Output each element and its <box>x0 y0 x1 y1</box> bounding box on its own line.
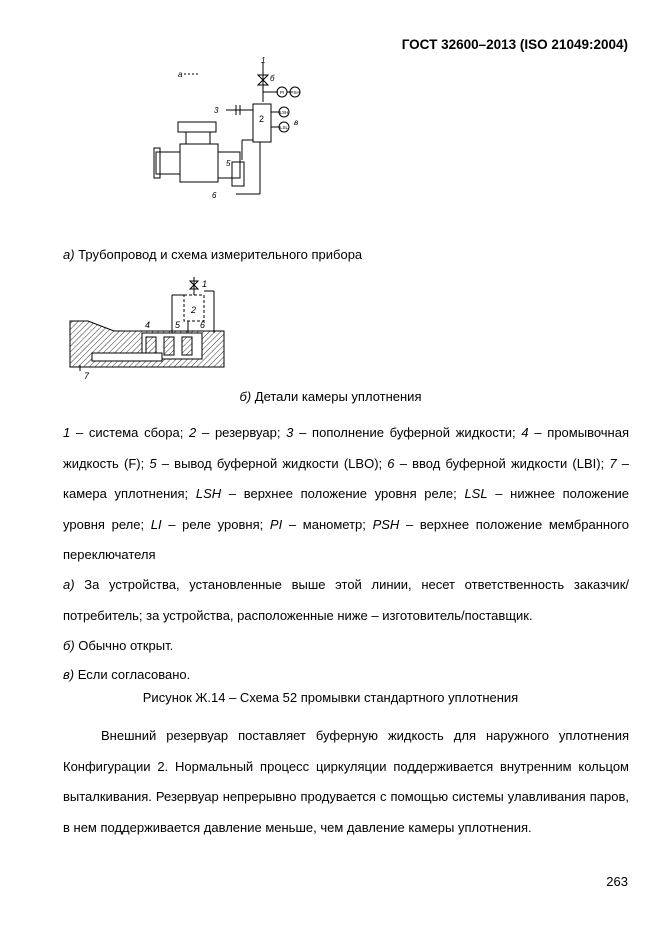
caption-a <box>63 247 362 262</box>
legend-key: LSH <box>195 486 222 501</box>
gauge-lsl-label: LSL <box>279 125 289 130</box>
gauge-lsh-label: LSH <box>279 110 289 115</box>
note-b-prefix: б) <box>63 638 75 653</box>
note-c-text: Если согласовано. <box>74 667 191 682</box>
legend-text: – верхнее положение уровня реле; <box>221 486 465 501</box>
legend-key: 2 <box>189 425 197 440</box>
caption-b-text: Детали камеры уплотнения <box>251 389 422 404</box>
label-7: 7 <box>84 371 90 381</box>
legend-key: 6 <box>387 455 395 471</box>
seal-chamber-diagram <box>62 275 242 385</box>
legend-key: 7 <box>609 455 617 471</box>
note-c <box>63 660 629 691</box>
shaft-icon <box>92 353 162 361</box>
label-2: 2 <box>191 305 197 315</box>
figure-legend <box>63 418 629 571</box>
pump-casing-icon <box>180 144 218 182</box>
legend-text: – манометр; <box>282 516 373 532</box>
legend-text: – нижнее положение уровня реле; <box>63 486 629 532</box>
legend-text: – пополнение буферной жидкости; <box>293 425 522 440</box>
legend-text: – вывод буферной жидкости (LBO); <box>156 455 388 471</box>
legend-key: LI <box>150 516 162 532</box>
legend-key: LSL <box>464 486 488 501</box>
caption-a-prefix: а) <box>63 247 75 262</box>
note-b-text: Обычно открыт. <box>74 638 174 653</box>
gauge-pi-label: PI <box>279 90 285 95</box>
label-b: б <box>270 74 275 83</box>
label-6: 6 <box>200 320 206 330</box>
label-5: 5 <box>226 159 231 168</box>
label-2: 2 <box>259 114 265 124</box>
document-header: ГОСТ 32600–2013 (ISO 21049:2004) <box>401 37 628 52</box>
label-c: в <box>294 118 299 127</box>
legend-key: 4 <box>521 425 529 440</box>
label-1: 1 <box>261 56 266 65</box>
legend-text: – верхнее положение мембранного переключателя <box>63 516 629 562</box>
label-6: 6 <box>212 191 217 200</box>
gauge-psh-label: PSH <box>290 90 300 95</box>
figure-title: Рисунок Ж.14 – Схема 52 промывки стандартного уплотнения <box>142 690 519 705</box>
body-paragraph-text: Внешний резервуар поставляет буферную жидкость для наружного уплотнения Конфигурации 2. Нормальный процесс циркуляции поддерживается внутренним кольцом выталкивания. Резервуар непрерывно продувается с помощью системы улавливания паров, в нем поддерживается давление меньше, чем давление камеры уплотнения. <box>63 728 629 835</box>
legend-text: – система сбора; <box>70 425 190 440</box>
label-5: 5 <box>175 320 181 330</box>
legend-key: 1 <box>63 425 71 440</box>
caption-b <box>0 389 661 404</box>
note-c-prefix: в) <box>63 667 75 682</box>
note-a-prefix: а) <box>63 577 75 592</box>
caption-a-text: Трубопровод и схема измерительного прибора <box>74 247 363 262</box>
page-number: 263 <box>606 874 628 889</box>
legend-key: PSH <box>372 516 400 532</box>
label-4: 4 <box>145 320 151 330</box>
seal-chamber-icon <box>232 162 244 186</box>
piping-diagram <box>150 52 310 212</box>
body-paragraph <box>63 721 629 843</box>
pump-flange-icon <box>178 122 216 132</box>
label-3: 3 <box>214 106 219 115</box>
legend-text: – камера уплотнения; <box>63 455 630 501</box>
note-b <box>63 631 629 662</box>
legend-text: – ввод буферной жидкости (LBI); <box>394 455 610 471</box>
legend-text: – реле уровня; <box>161 516 270 532</box>
legend-key: PI <box>269 516 283 532</box>
legend-key: 3 <box>286 425 294 440</box>
legend-text: – промывочная жидкость (F); <box>63 425 629 471</box>
caption-b-prefix: б) <box>239 389 252 404</box>
label-1: 1 <box>202 279 208 289</box>
label-a: a <box>178 70 183 79</box>
legend-key: 5 <box>149 455 157 471</box>
note-a <box>63 570 629 631</box>
legend-text: – резервуар; <box>196 425 287 440</box>
note-a-text: За устройства, установленные выше этой линии, несет ответственность заказчик/потребитель; за устройства, расположенные ниже – изготовитель/поставщик. <box>63 577 629 623</box>
